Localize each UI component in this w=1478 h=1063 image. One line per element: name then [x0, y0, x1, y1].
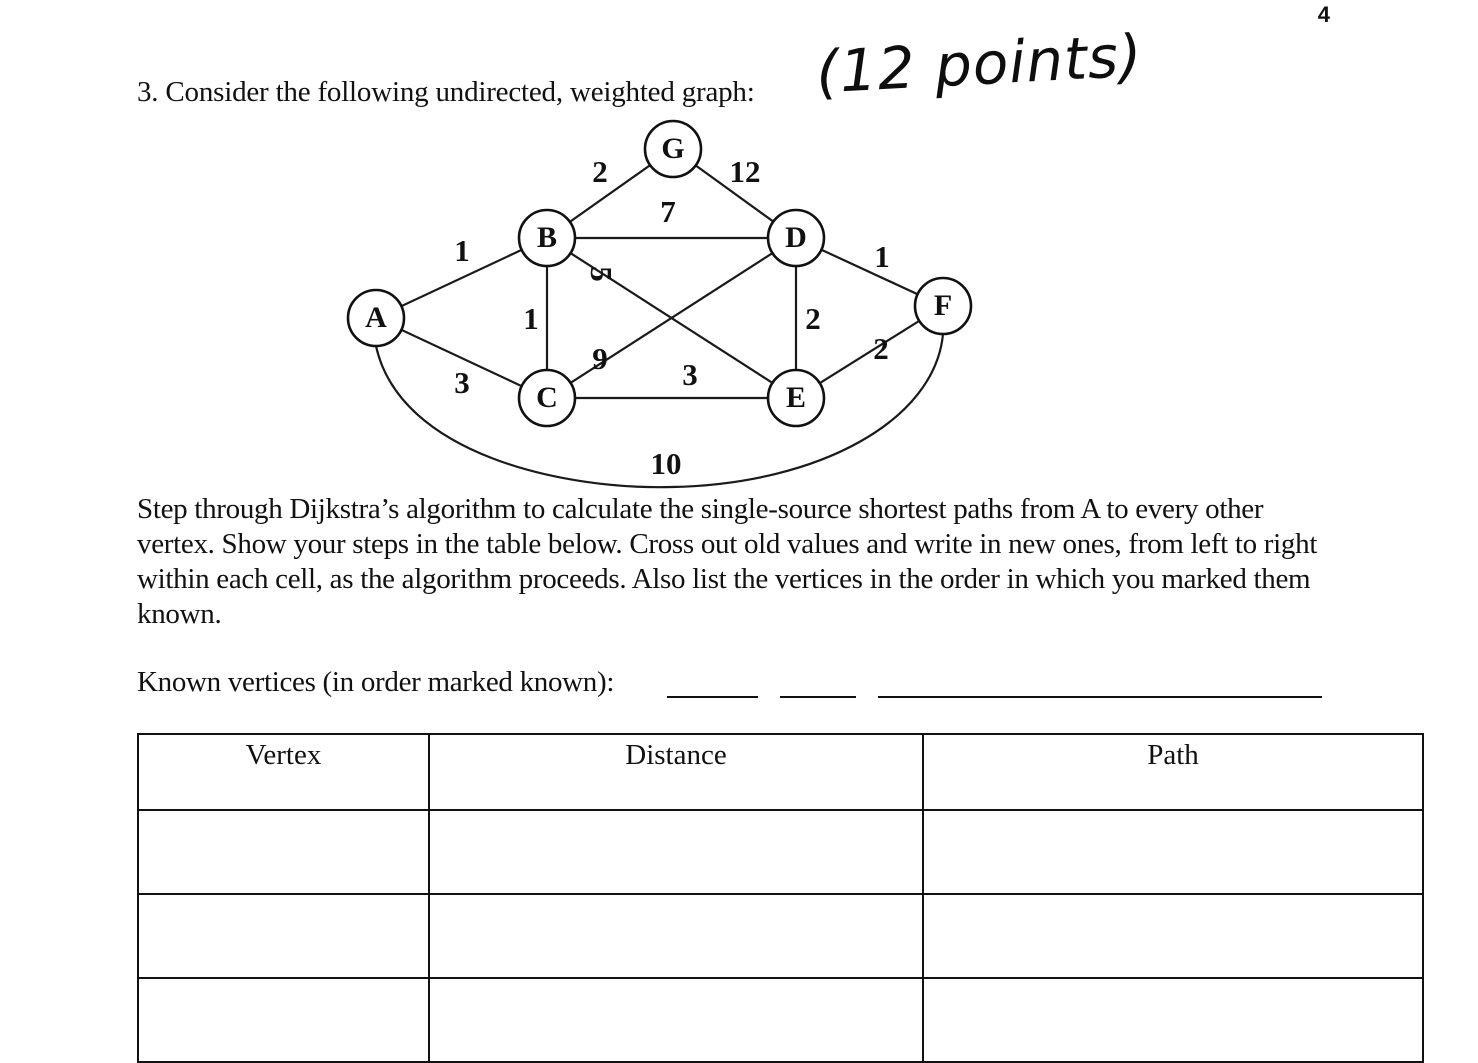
table-cell-distance	[429, 894, 923, 978]
weight-a-c: 3	[454, 365, 470, 401]
header-vertex: Vertex	[138, 734, 429, 810]
weight-d-f: 1	[874, 239, 890, 275]
node-f	[915, 278, 971, 334]
weight-a-b: 1	[454, 233, 470, 269]
table-cell-vertex	[138, 894, 429, 978]
dijkstra-answer-table	[137, 733, 1424, 1063]
table-row	[138, 978, 1423, 1062]
table-cell-path	[923, 894, 1423, 978]
weight-d-e: 2	[805, 301, 821, 337]
weight-g-d: 12	[729, 154, 761, 190]
weight-b-e: 5	[583, 266, 619, 282]
known-vertices-label: Known vertices (in order marked known):	[137, 666, 615, 698]
node-label-a: A	[365, 300, 387, 334]
header-distance: Distance	[429, 734, 923, 810]
question-heading: 3. Consider the following undirected, weighted graph:	[137, 76, 755, 108]
weight-b-d: 7	[660, 194, 676, 230]
table-cell-vertex	[138, 810, 429, 894]
table-row	[138, 894, 1423, 978]
table-header-row	[138, 734, 1423, 810]
points-annotation: (12 points)	[814, 21, 1145, 107]
node-b	[519, 210, 575, 266]
table-row	[138, 810, 1423, 894]
node-label-b: B	[536, 220, 558, 254]
node-e	[768, 370, 824, 426]
weight-b-c: 1	[523, 301, 539, 337]
table-cell-distance	[429, 810, 923, 894]
node-label-d: D	[785, 220, 807, 254]
node-c	[519, 370, 575, 426]
table-cell-path	[923, 810, 1423, 894]
instructions-paragraph: Step through Dijkstra’s algorithm to calculate the single-source shortest paths from A to every other vertex. Show your steps in the table below. Cross out old values and write in new ones, from left to right within each cell, as the algorithm proceeds. Also list the vertices in the order in which you marked them known.	[137, 493, 1318, 630]
table-cell-vertex	[138, 978, 429, 1062]
node-a	[348, 290, 404, 346]
answer-blank-line	[667, 696, 758, 698]
weight-e-f: 2	[873, 331, 889, 367]
node-d	[768, 210, 824, 266]
node-g	[645, 121, 701, 177]
node-label-c: C	[536, 380, 558, 414]
weight-c-e: 3	[682, 357, 698, 393]
answer-blank-line	[780, 696, 856, 698]
table-cell-distance	[429, 978, 923, 1062]
table-cell-path	[923, 978, 1423, 1062]
weight-b-g: 2	[592, 154, 608, 190]
weighted-graph-diagram	[0, 0, 1478, 500]
node-label-e: E	[785, 380, 807, 414]
weight-c-d: 9	[592, 341, 608, 377]
header-path: Path	[923, 734, 1423, 810]
answer-blank-line	[878, 696, 1322, 698]
node-label-g: G	[661, 131, 685, 165]
node-label-f: F	[933, 288, 953, 322]
weight-a-f: 10	[650, 446, 682, 482]
page-number: 4	[1317, 2, 1330, 27]
